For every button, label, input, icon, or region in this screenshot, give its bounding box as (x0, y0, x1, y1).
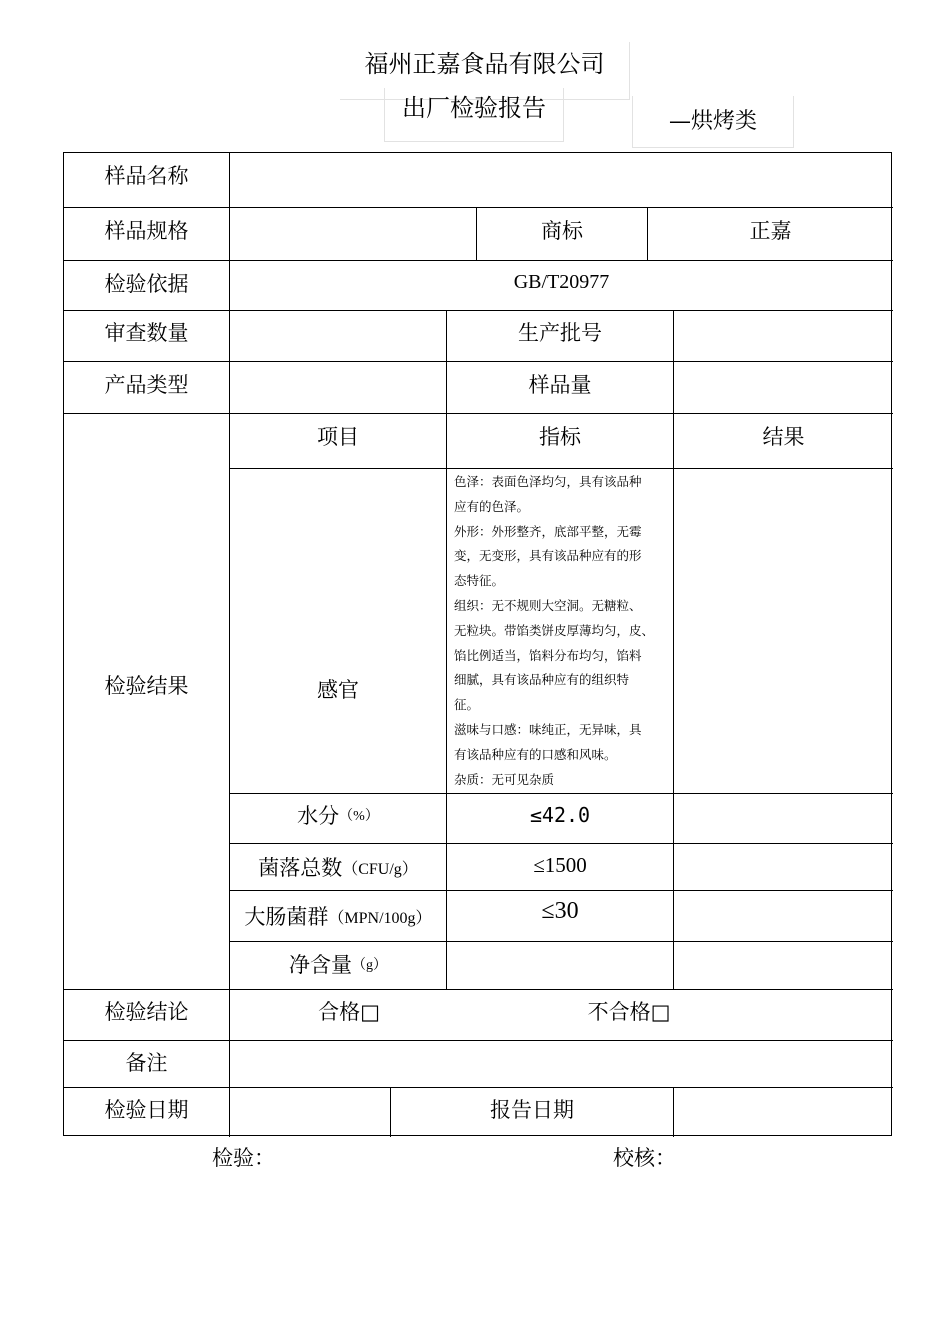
col-index-header: 指标 (539, 425, 581, 449)
product-type-label: 产品类型 (104, 373, 189, 397)
net-index (447, 942, 673, 989)
report-title: 出厂检验报告 (384, 88, 564, 142)
moisture-result[interactable] (674, 794, 893, 843)
net-unit: （g） (352, 958, 387, 973)
sensory-line: 态特征。 (454, 573, 505, 589)
sensory-line: 变，无变形，具有该品种应有的形 (454, 548, 642, 564)
reviewer-label: 校核： (613, 1146, 676, 1170)
remarks-value[interactable] (230, 1040, 893, 1087)
product-type-value[interactable] (230, 361, 446, 413)
inspection-table (63, 152, 892, 1136)
colony-result[interactable] (674, 844, 893, 890)
moisture-index: ≤42.0 (529, 803, 591, 827)
moisture-unit: （%） (339, 809, 379, 824)
batch-label: 生产批号 (518, 320, 602, 345)
inspector-label: 检验： (212, 1146, 275, 1170)
trademark-value: 正嘉 (749, 218, 792, 243)
sample-name-label: 样品名称 (104, 164, 189, 188)
sensory-line: 滋味与口感：味纯正，无异味，具 (454, 721, 642, 737)
sample-name-value[interactable] (230, 153, 893, 207)
review-qty-value[interactable] (230, 310, 446, 361)
basis-label: 检验依据 (104, 271, 189, 296)
col-result-header: 结果 (762, 425, 805, 449)
sensory-line: 应有的色泽。 (454, 498, 530, 514)
sensory-line: 外形：外形整齐，底部平整，无霉 (454, 523, 642, 539)
sensory-line: 征。 (454, 697, 480, 713)
coliform-result[interactable] (674, 891, 893, 941)
sensory-line: 杂质：无可见杂质 (454, 771, 555, 787)
sensory-line: 有该品种应有的口感和风味。 (454, 746, 617, 762)
coliform-unit: （MPN/100g） (328, 909, 432, 927)
colony-index: ≤1500 (533, 852, 587, 877)
moisture-label: 水分 （%） (297, 804, 379, 828)
sensory-requirements (454, 470, 668, 792)
trademark-label: 商标 (541, 218, 583, 243)
report-date-value[interactable] (674, 1087, 893, 1137)
inspect-date-value[interactable] (230, 1087, 390, 1137)
colony-label: 菌落总数 （CFU/g） (258, 856, 418, 880)
sample-spec-label: 样品规格 (104, 218, 189, 243)
sample-qty-label: 样品量 (528, 373, 592, 397)
colony-unit: （CFU/g） (342, 860, 418, 878)
sensory-line: 色泽：表面色泽均匀，具有该品种 (454, 474, 642, 489)
result-section-label: 检验结果 (104, 674, 189, 698)
sensory-line: 无粒块。带馅类饼皮厚薄均匀，皮、 (454, 622, 655, 638)
sample-spec-value[interactable] (230, 207, 476, 260)
net-label: 净含量 （g） (289, 953, 387, 977)
inspect-date-label: 检验日期 (104, 1098, 189, 1122)
sensory-line: 组织：无不规则大空洞。无糖粒、 (454, 597, 642, 613)
review-qty-label: 审查数量 (104, 320, 189, 345)
pass-checkbox[interactable]: 合格□ (318, 1000, 380, 1024)
net-result[interactable] (674, 942, 893, 989)
sensory-line: 馅比例适当，馅料分布均匀，馅料 (454, 647, 642, 663)
company-name: 福州正嘉食品有限公司 (340, 42, 630, 100)
conclusion-label: 检验结论 (104, 1000, 189, 1024)
sensory-line: 细腻，具有该品种应有的组织特 (454, 672, 630, 688)
remarks-label: 备注 (125, 1050, 168, 1075)
sample-qty-value[interactable] (674, 361, 893, 413)
col-item-header: 项目 (317, 425, 359, 449)
fail-checkbox[interactable]: 不合格□ (587, 1000, 671, 1024)
batch-value[interactable] (674, 310, 893, 361)
basis-value: GB/T20977 (513, 271, 610, 293)
coliform-label: 大肠菌群 （MPN/100g） (244, 905, 432, 929)
report-date-label: 报告日期 (490, 1098, 574, 1122)
sensory-label: 感官 (317, 678, 359, 702)
coliform-index: ≤30 (541, 897, 579, 924)
report-category: —烘烤类 (632, 96, 794, 148)
sensory-result[interactable] (674, 469, 893, 793)
